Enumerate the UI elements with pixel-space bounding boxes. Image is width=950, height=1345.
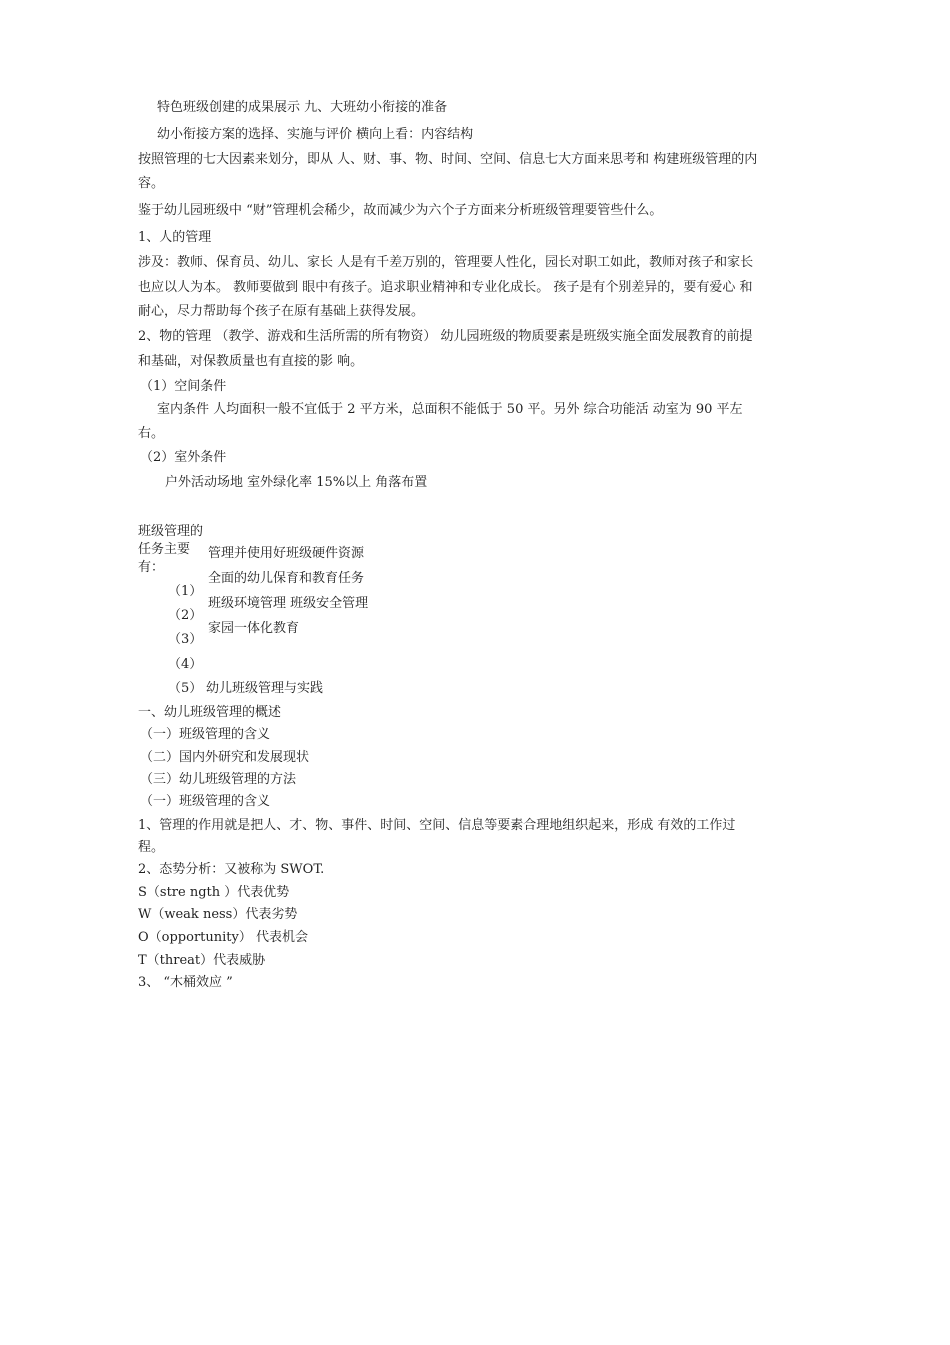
task-item-number: （4） xyxy=(168,657,203,672)
heading-barrel-effect: 3、 “木桶效应 ” xyxy=(138,975,233,990)
task-item-text: 班级环境管理 班级安全管理 xyxy=(208,596,369,611)
paragraph-outdoor-conditions: 户外活动场地 室外绿化率 15%以上 角落布置 xyxy=(165,475,428,490)
heading-space-conditions: （1）空间条件 xyxy=(140,379,227,394)
paragraph-swot: 2、态势分析：又被称为 SWOT. xyxy=(138,862,325,877)
paragraph-people-2: 也应以人为本。 教师要做到 眼中有孩子。追求职业精神和专业化成长。 孩子是有个别差异的，要有爱心 和 xyxy=(138,280,753,295)
paragraph-seven-factors-cont: 容。 xyxy=(138,176,165,191)
paragraph-material-cont: 和基础，对保教质量也有直接的影 响。 xyxy=(138,354,364,369)
task-item-text: 幼儿班级管理与实践 xyxy=(206,681,324,696)
swot-strength: S（stre ngth ）代表优势 xyxy=(138,885,290,900)
task-item-number: （3） xyxy=(168,632,203,647)
paragraph-indoor-conditions-cont: 右。 xyxy=(138,426,165,441)
task-item-number: （1） xyxy=(168,584,203,599)
paragraph-seven-factors: 按照管理的七大因素来划分，即从 人、财、事、物、时间、空间、信息七大方面来思考和 构建班级管理的内 xyxy=(138,152,758,167)
paragraph-people-1: 涉及：教师、保育员、幼儿、家长 人是有千差万别的，管理要人性化，园长对职工如此，教师对孩子和家长 xyxy=(138,255,754,270)
tasks-heading-line-1: 班级管理的 xyxy=(138,524,204,539)
tasks-heading-line-3: 有： xyxy=(138,560,165,575)
heading-people-management: 1、人的管理 xyxy=(138,230,212,245)
intro-line-1: 特色班级创建的成果展示 九、大班幼小衔接的准备 xyxy=(157,100,448,115)
swot-weakness: W（weak ness）代表劣势 xyxy=(138,907,298,922)
paragraph-management-role-cont: 程。 xyxy=(138,840,165,855)
paragraph-people-3: 耐心，尽力帮助每个孩子在原有基础上获得发展。 xyxy=(138,304,425,319)
task-item-number: （2） xyxy=(168,608,203,623)
paragraph-indoor-conditions: 室内条件 人均面积一般不宜低于 2 平方米，总面积不能低于 50 平。另外 综合功能活 动室为 90 平左 xyxy=(157,402,743,417)
subheading-methods: （三）幼儿班级管理的方法 xyxy=(140,772,297,787)
task-item-text: 家园一体化教育 xyxy=(208,621,300,636)
intro-line-2: 幼小衔接方案的选择、实施与评价 横向上看：内容结构 xyxy=(157,127,474,142)
task-item-text: 管理并使用好班级硬件资源 xyxy=(208,546,365,561)
paragraph-management-role: 1、管理的作用就是把人、才、物、事件、时间、空间、信息等要素合理地组织起来，形成 有效的工作过 xyxy=(138,818,736,833)
heading-outdoor-conditions: （2）室外条件 xyxy=(140,450,227,465)
subheading-research: （二）国内外研究和发展现状 xyxy=(140,750,310,765)
swot-threat: T（threat）代表威胁 xyxy=(138,953,266,968)
subheading-meaning-repeat: （一）班级管理的含义 xyxy=(140,794,271,809)
subheading-meaning: （一）班级管理的含义 xyxy=(140,727,271,742)
swot-opportunity: O（opportunity） 代表机会 xyxy=(138,930,308,945)
task-item-text: 全面的幼儿保育和教育任务 xyxy=(208,571,365,586)
heading-overview: 一、幼儿班级管理的概述 xyxy=(138,705,282,720)
paragraph-six-aspects: 鉴于幼儿园班级中 “财”管理机会稀少，故而减少为六个子方面来分析班级管理要管些什么。 xyxy=(138,203,663,218)
task-item-number: （5） xyxy=(168,681,203,696)
tasks-heading-line-2: 任务主要 xyxy=(138,542,191,557)
heading-material-management: 2、物的管理 （教学、游戏和生活所需的所有物资） 幼儿园班级的物质要素是班级实施全面发展教育的前提 xyxy=(138,329,753,344)
